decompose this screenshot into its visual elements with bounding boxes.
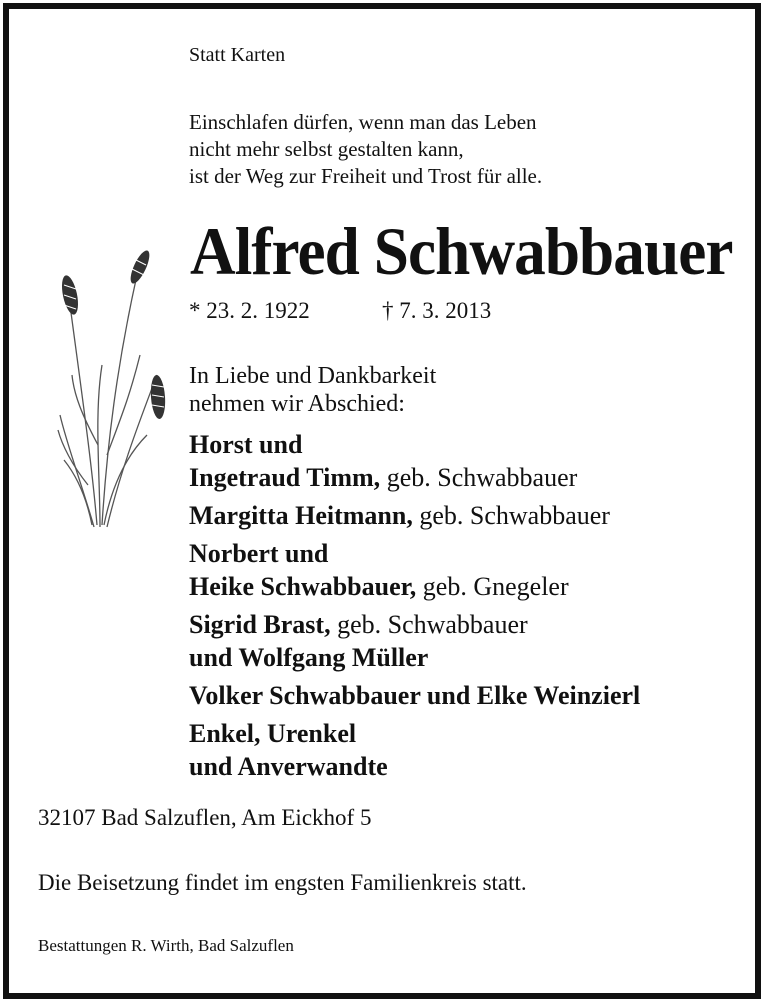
farewell-text	[189, 362, 436, 418]
farewell-line: nehmen wir Abschied:	[189, 391, 405, 417]
mourner-line: Ingetraud Timm, geb. Schwabbauer	[189, 463, 578, 492]
verse-line: Einschlafen dürfen, wenn man das Leben	[189, 110, 537, 134]
mourner-line: und Wolfgang Müller	[189, 643, 429, 672]
pre-title: Statt Karten	[189, 44, 286, 66]
mourner-line: Margitta Heitmann, geb. Schwabbauer	[189, 501, 610, 530]
mourner-line: Sigrid Brast, geb. Schwabbauer	[189, 610, 528, 639]
mourner-line: Enkel, Urenkel	[189, 719, 357, 748]
mourner-line: Horst und	[189, 430, 303, 459]
wheat-illustration	[52, 245, 172, 530]
mourner-line: Norbert und	[189, 539, 329, 568]
mourner-line: und Anverwandte	[189, 752, 388, 781]
address: 32107 Bad Salzuflen, Am Eickhof 5	[38, 805, 372, 830]
birth-date: * 23. 2. 1922	[189, 298, 310, 323]
verse	[189, 109, 542, 190]
deceased-name: Alfred Schwabbauer	[190, 213, 733, 289]
verse-line: nicht mehr selbst gestalten kann,	[189, 137, 464, 161]
mourners-list	[189, 428, 640, 783]
verse-line: ist der Weg zur Freiheit und Trost für alle.	[189, 164, 543, 188]
burial-notice: Die Beisetzung findet im engsten Familienkreis statt.	[38, 870, 527, 895]
mourner-line: Volker Schwabbauer und Elke Weinzierl	[189, 681, 641, 710]
death-date: † 7. 3. 2013	[382, 298, 492, 323]
mourner-line: Heike Schwabbauer, geb. Gnegeler	[189, 572, 569, 601]
farewell-line: In Liebe und Dankbarkeit	[189, 363, 437, 389]
funeral-home: Bestattungen R. Wirth, Bad Salzuflen	[38, 936, 294, 955]
